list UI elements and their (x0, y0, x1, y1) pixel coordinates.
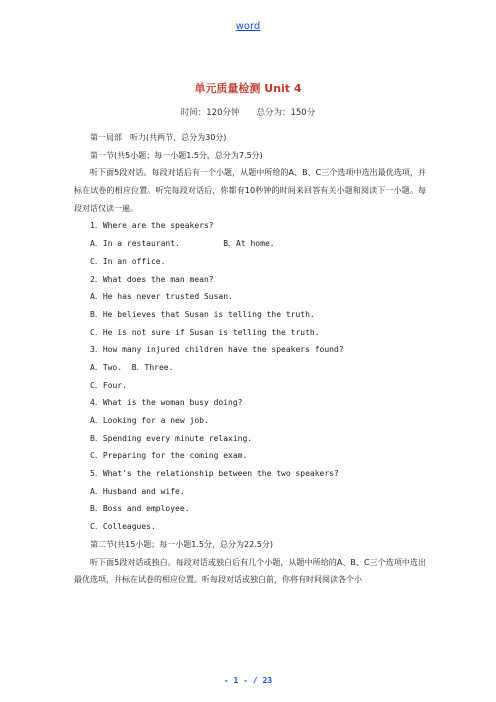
question-option-line: A．He has never trusted Susan. (90, 292, 233, 302)
question-option-line: A．Looking for a new job. (90, 416, 209, 426)
question-1 (74, 217, 426, 270)
question-option-line: B．Spending every minute relaxing. (90, 433, 253, 443)
question-option-line: C．Four. (90, 380, 127, 390)
question-option-line: C．Colleagues. (90, 522, 156, 532)
question-option-line: C．Preparing for the coming exam. (90, 451, 248, 461)
question-stem: 2．What does the man mean? (90, 274, 214, 284)
question-3 (74, 341, 426, 394)
section1-heading: 第一节(共5小题；每一小题1.5分，总分为7.5分) (90, 150, 263, 160)
question-option-line: B．Boss and employee. (90, 504, 190, 514)
question-option-line: C．He is not sure if Susan is telling the truth. (90, 327, 320, 337)
question-option-line: A．In a restaurant. B．At home. (90, 239, 275, 249)
question-option-line: B．He believes that Susan is telling the truth. (90, 309, 315, 319)
section1-instructions: 听下面5段对话。每段对话后有一个小题，从题中所给的A、B、C三个选项中选出最优选项，并标在试卷的相应位置。听完每段对话后，你都有10秒钟的时间来回答有关小题和阅读下一小题。每段对话仅读一遍。 (74, 168, 426, 213)
part1-heading: 第一局部 听力(共两节，总分为30分) (90, 133, 227, 142)
question-2 (74, 271, 426, 342)
question-option-line: C．In an office. (90, 256, 166, 266)
header-word-link[interactable]: word (235, 21, 261, 32)
section2-heading: 第二节(共15小题；每一小题1.5分，总分为22.5分) (90, 539, 273, 549)
question-5 (74, 465, 426, 536)
question-option-line: A．Husband and wife. (90, 486, 185, 496)
question-option-line: A．Two. B．Three. (90, 362, 174, 372)
question-4 (74, 394, 426, 465)
question-stem: 3．How many injured children have the speakers found? (90, 345, 344, 355)
question-stem: 1．Where are the speakers? (90, 221, 214, 231)
exam-info: 时间：120分钟 总分为：150分 (180, 108, 316, 118)
document-title: 单元质量检测 Unit 4 (194, 82, 302, 95)
question-stem: 5．What's the relationship between the two speakers? (90, 469, 339, 479)
document-body (74, 129, 426, 589)
page-number: - 1 - / 23 (223, 676, 273, 685)
question-stem: 4．What is the woman busy doing? (90, 398, 243, 408)
section2-instructions: 听下面5段对话或独白。每段对话或独白后有几个小题，从题中所给的A、B、C三个选项中选出最优选项，并标在试卷的相应位置。听每段对话或独白前，你将有时间阅读各个小 (74, 557, 426, 585)
